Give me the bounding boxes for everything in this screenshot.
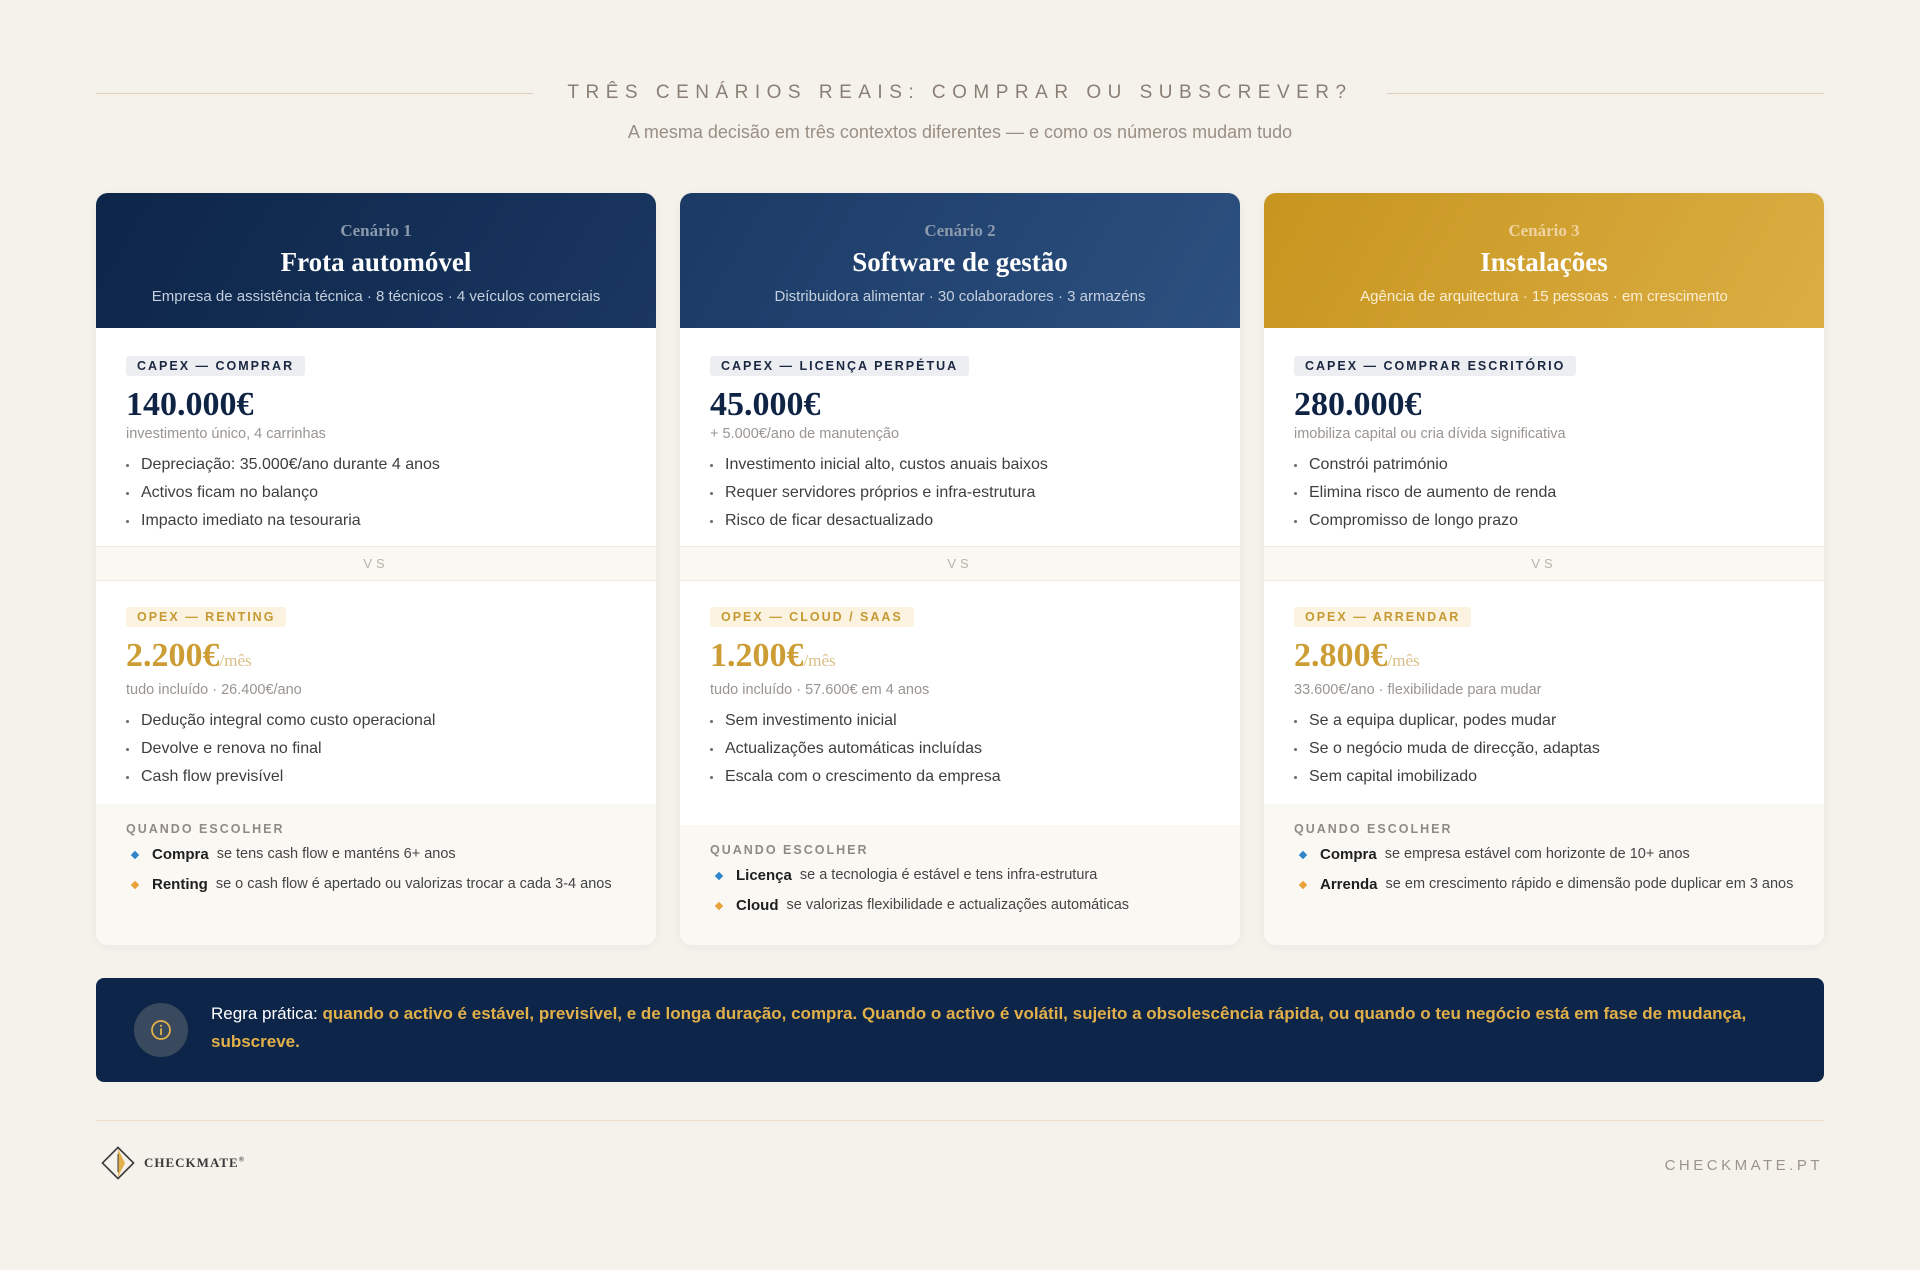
vs-divider: VS [1264,546,1824,581]
scenario-card-3 [1264,193,1824,945]
list-item: Activos ficam no balanço [126,479,626,507]
scenario-kicker: Cenário 3 [1508,221,1580,240]
list-item: Sem investimento inicial [710,707,1210,735]
capex-bullets [1294,451,1794,535]
card-header [1264,193,1824,328]
scenario-kicker: Cenário 2 [924,221,996,240]
list-item: Investimento inicial alto, custos anuais baixos [710,451,1210,479]
header-rule-right [1387,93,1824,94]
list-item: Compromisso de longo prazo [1294,507,1794,535]
when-item [126,844,626,865]
when-text: se empresa estável com horizonte de 10+ anos [1384,846,1690,862]
list-item: Escala com o crescimento da empresa [710,763,1210,791]
opex-section [680,581,1240,804]
scenario-card-1 [96,193,656,945]
list-item: Elimina risco de aumento de renda [1294,479,1794,507]
capex-note: imobiliza capital ou cria dívida significativa [1294,426,1566,442]
opex-price [126,637,626,680]
opex-price-period: /mês [803,651,836,670]
opex-price-value: 2.200€ [126,637,220,674]
list-item: Se a equipa duplicar, podes mudar [1294,707,1794,735]
list-item: Actualizações automáticas incluídas [710,735,1210,763]
when-item [710,865,1210,886]
capex-price: 280.000€ [1294,386,1422,423]
page-subtitle: A mesma decisão em três contextos diferentes — e como os números mudam tudo [627,122,1293,142]
capex-price: 140.000€ [126,386,254,423]
scenario-description: Distribuidora alimentar · 30 colaboradores · 3 armazéns [774,288,1146,305]
opex-badge: OPEX — CLOUD / SAAS [710,607,914,627]
capex-section [680,328,1240,546]
info-icon [134,1003,188,1057]
list-item: Constrói património [1294,451,1794,479]
list-item: Sem capital imobilizado [1294,763,1794,791]
when-text: se o cash flow é apertado ou valorizas trocar a cada 3-4 anos [215,876,612,892]
capex-note: investimento único, 4 carrinhas [126,426,326,442]
opex-price-value: 1.200€ [710,637,804,674]
list-item: Devolve e renova no final [126,735,626,763]
opex-price [710,637,1210,680]
capex-bullets [126,451,626,535]
blue-diamond-icon [131,851,139,859]
checkmate-logo[interactable] [100,1145,245,1181]
rule-of-thumb-box [96,978,1824,1082]
opex-note: tudo incluído · 57.600€ em 4 anos [710,682,930,698]
opex-bullets [1294,707,1794,791]
scenario-title: Frota automóvel [280,247,472,277]
scenario-description: Empresa de assistência técnica · 8 técnicos · 4 veículos comerciais [151,288,601,305]
card-header [96,193,656,328]
opex-bullets [126,707,626,791]
checkmate-diamond-icon [100,1145,136,1181]
header [96,78,1824,108]
when-item [1294,874,1794,895]
scenario-title: Instalações [1480,247,1608,277]
when-key: Compra [152,846,209,863]
header-rule-left [96,93,533,94]
opex-price [1294,637,1794,680]
list-item: Depreciação: 35.000€/ano durante 4 anos [126,451,626,479]
when-to-choose [96,804,656,945]
orange-diamond-icon [1299,881,1307,889]
footer-divider [96,1120,1824,1121]
capex-section [1264,328,1824,546]
card-header [680,193,1240,328]
when-key: Renting [152,876,208,893]
vs-divider: VS [680,546,1240,581]
opex-price-period: /mês [219,651,252,670]
opex-badge: OPEX — RENTING [126,607,286,627]
orange-diamond-icon [715,902,723,910]
vs-divider: VS [96,546,656,581]
capex-note: + 5.000€/ano de manutenção [710,426,900,442]
when-item [710,895,1210,916]
opex-section [96,581,656,804]
list-item: Impacto imediato na tesouraria [126,507,626,535]
list-item: Se o negócio muda de direcção, adaptas [1294,735,1794,763]
logo-text: CHECKMATE [144,1155,239,1170]
list-item: Requer servidores próprios e infra-estrutura [710,479,1210,507]
scenario-kicker: Cenário 1 [340,221,412,240]
blue-diamond-icon [1299,851,1307,859]
blue-diamond-icon [715,872,723,880]
when-title: QUANDO ESCOLHER [126,822,285,836]
when-key: Arrenda [1320,876,1378,893]
opex-price-value: 2.800€ [1294,637,1388,674]
logo-wordmark [144,1155,245,1171]
when-key: Cloud [736,897,779,914]
list-item: Dedução integral como custo operacional [126,707,626,735]
scenario-description: Agência de arquitectura · 15 pessoas · em crescimento [1360,288,1728,305]
when-item [126,874,626,895]
capex-price: 45.000€ [710,386,821,423]
capex-badge: CAPEX — COMPRAR ESCRITÓRIO [1294,356,1576,376]
capex-section [96,328,656,546]
when-text: se valorizas flexibilidade e actualizações automáticas [786,897,1130,913]
site-link[interactable]: CHECKMATE.PT [1664,1157,1823,1174]
when-title: QUANDO ESCOLHER [710,843,869,857]
when-text: se tens cash flow e manténs 6+ anos [216,846,456,862]
opex-section [1264,581,1824,804]
rule-text [211,1000,1754,1056]
list-item: Cash flow previsível [126,763,626,791]
rule-highlight: quando o activo é estável, previsível, e de longa duração, compra. Quando o activo é volátil, sujeito a obsolescência rápida, ou quando o teu negócio está em fase de mudança, subscreve. [211,1004,1747,1051]
opex-bullets [710,707,1210,791]
when-to-choose [680,825,1240,945]
when-title: QUANDO ESCOLHER [1294,822,1453,836]
when-key: Compra [1320,846,1377,863]
list-item: Risco de ficar desactualizado [710,507,1210,535]
opex-note: 33.600€/ano · flexibilidade para mudar [1294,682,1542,698]
when-text: se em crescimento rápido e dimensão pode duplicar em 3 anos [1385,876,1794,892]
rule-lead: Regra prática: [211,1004,323,1023]
opex-note: tudo incluído · 26.400€/ano [126,682,302,698]
when-item [1294,844,1794,865]
capex-badge: CAPEX — LICENÇA PERPÉTUA [710,356,969,376]
when-text: se a tecnologia é estável e tens infra-estrutura [799,867,1098,883]
opex-price-period: /mês [1387,651,1420,670]
orange-diamond-icon [131,881,139,889]
capex-badge: CAPEX — COMPRAR [126,356,305,376]
when-to-choose [1264,804,1824,945]
capex-bullets [710,451,1210,535]
scenario-title: Software de gestão [852,247,1068,277]
scenario-card-2 [680,193,1240,945]
page-title: TRÊS CENÁRIOS REAIS: COMPRAR OU SUBSCREVER? [567,82,1353,103]
when-key: Licença [736,867,792,884]
opex-badge: OPEX — ARRENDAR [1294,607,1471,627]
registered-mark: ® [238,1155,245,1164]
